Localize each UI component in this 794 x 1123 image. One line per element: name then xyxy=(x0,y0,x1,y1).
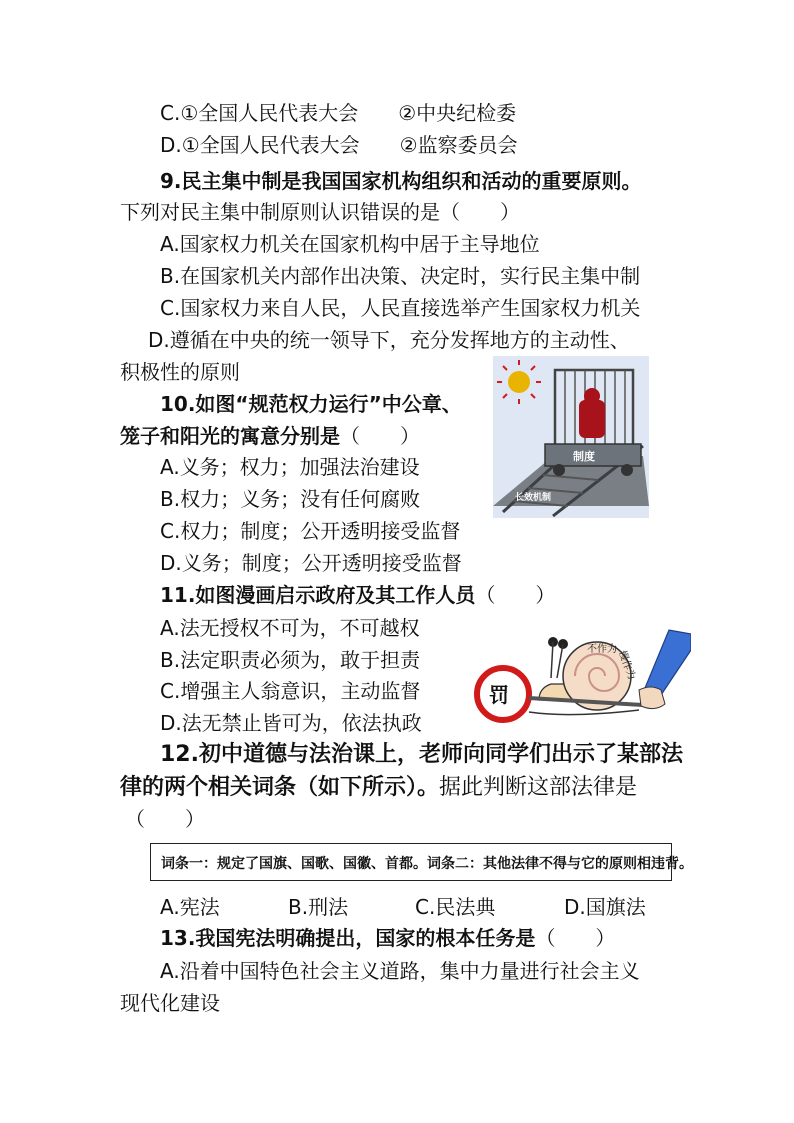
q12-stem-continued xyxy=(120,773,637,803)
q11-stem-text: 11.如图漫画启示政府及其工作人员 xyxy=(160,583,476,607)
q11-option-c: C.增强主人翁意识，主动监督 xyxy=(160,679,421,703)
q10-stem-continued xyxy=(120,421,420,451)
penalty-sign-label: 罚 xyxy=(489,683,509,707)
shell-text-2: 慢作为 xyxy=(616,649,637,682)
q13-stem xyxy=(160,923,615,953)
q9-option-c: C.国家权力来自人民，人民直接选举产生国家权力机关 xyxy=(160,296,641,320)
hand-icon xyxy=(639,630,691,709)
q9-option-d-continued: 积极性的原则 xyxy=(120,360,240,384)
q9-option-a: A.国家权力机关在国家机构中居于主导地位 xyxy=(160,232,540,256)
q12-option-b: B.刑法 xyxy=(288,895,349,919)
q8-option-d: D.①全国人民代表大会 ②监察委员会 xyxy=(160,133,518,157)
q11-option-a: A.法无授权不可为，不可越权 xyxy=(160,616,420,640)
answer-paren: （ ） xyxy=(125,807,205,831)
q12-stem-continued-bold: 律的两个相关词条（如下所示）。 xyxy=(120,775,440,800)
track-label: 长效机制 xyxy=(515,493,552,503)
q11-stem xyxy=(160,580,555,610)
q12-stem-continued-rest: 据此判断这部法律是 xyxy=(439,775,638,800)
answer-paren: （ ） xyxy=(535,926,616,950)
shell-text-1: 不作为 xyxy=(587,644,617,655)
q10-option-d: D.义务；制度；公开透明接受监督 xyxy=(160,551,462,575)
cart-label: 制度 xyxy=(573,450,595,463)
q13-option-a: A.沿着中国特色社会主义道路，集中力量进行社会主义 xyxy=(160,959,640,983)
q8-option-c: C.①全国人民代表大会 ②中央纪检委 xyxy=(160,101,517,125)
q12-option-a: A.宪法 xyxy=(160,895,220,919)
q10-stem: 10.如图“规范权力运行”中公章、 xyxy=(160,392,462,416)
q12-option-d: D.国旗法 xyxy=(564,895,646,919)
cage-cartoon-figure xyxy=(493,356,649,518)
answer-paren: （ ） xyxy=(340,424,420,448)
q12-term-box xyxy=(150,843,693,881)
q12-option-c: C.民法典 xyxy=(415,895,496,919)
q10-option-a: A.义务；权力；加强法治建设 xyxy=(160,455,420,479)
q12-stem: 12.初中道德与法治课上，老师向同学们出示了某部法 xyxy=(160,742,683,767)
q9-option-b: B.在国家机关内部作出决策、决定时，实行民主集中制 xyxy=(160,264,641,288)
q9-stem: 9.民主集中制是我国国家机构组织和活动的重要原则。 xyxy=(160,169,642,193)
answer-paren: （ ） xyxy=(475,583,556,607)
q11-option-b: B.法定职责必须为，敢于担责 xyxy=(160,648,421,672)
q10-stem-continued-text: 笼子和阳光的寓意分别是 xyxy=(120,424,340,448)
q9-option-d: D.遵循在中央的统一领导下，充分发挥地方的主动性、 xyxy=(148,328,630,352)
q10-option-b: B.权力；义务；没有任何腐败 xyxy=(160,487,421,511)
q11-option-d: D.法无禁止皆可为，依法执政 xyxy=(160,711,422,735)
q10-option-c: C.权力；制度；公开透明接受监督 xyxy=(160,519,461,543)
q12-term-text: 词条一：规定了国旗、国歌、国徽、首都。词条二：其他法律不得与它的原则相违背。 xyxy=(161,856,693,872)
snail-cartoon-figure xyxy=(469,628,691,736)
q13-stem-text: 13.我国宪法明确提出，国家的根本任务是 xyxy=(160,926,536,950)
q9-stem-continued: 下列对民主集中制原则认识错误的是（ ） xyxy=(120,200,520,224)
q13-option-a-continued: 现代化建设 xyxy=(120,991,220,1015)
